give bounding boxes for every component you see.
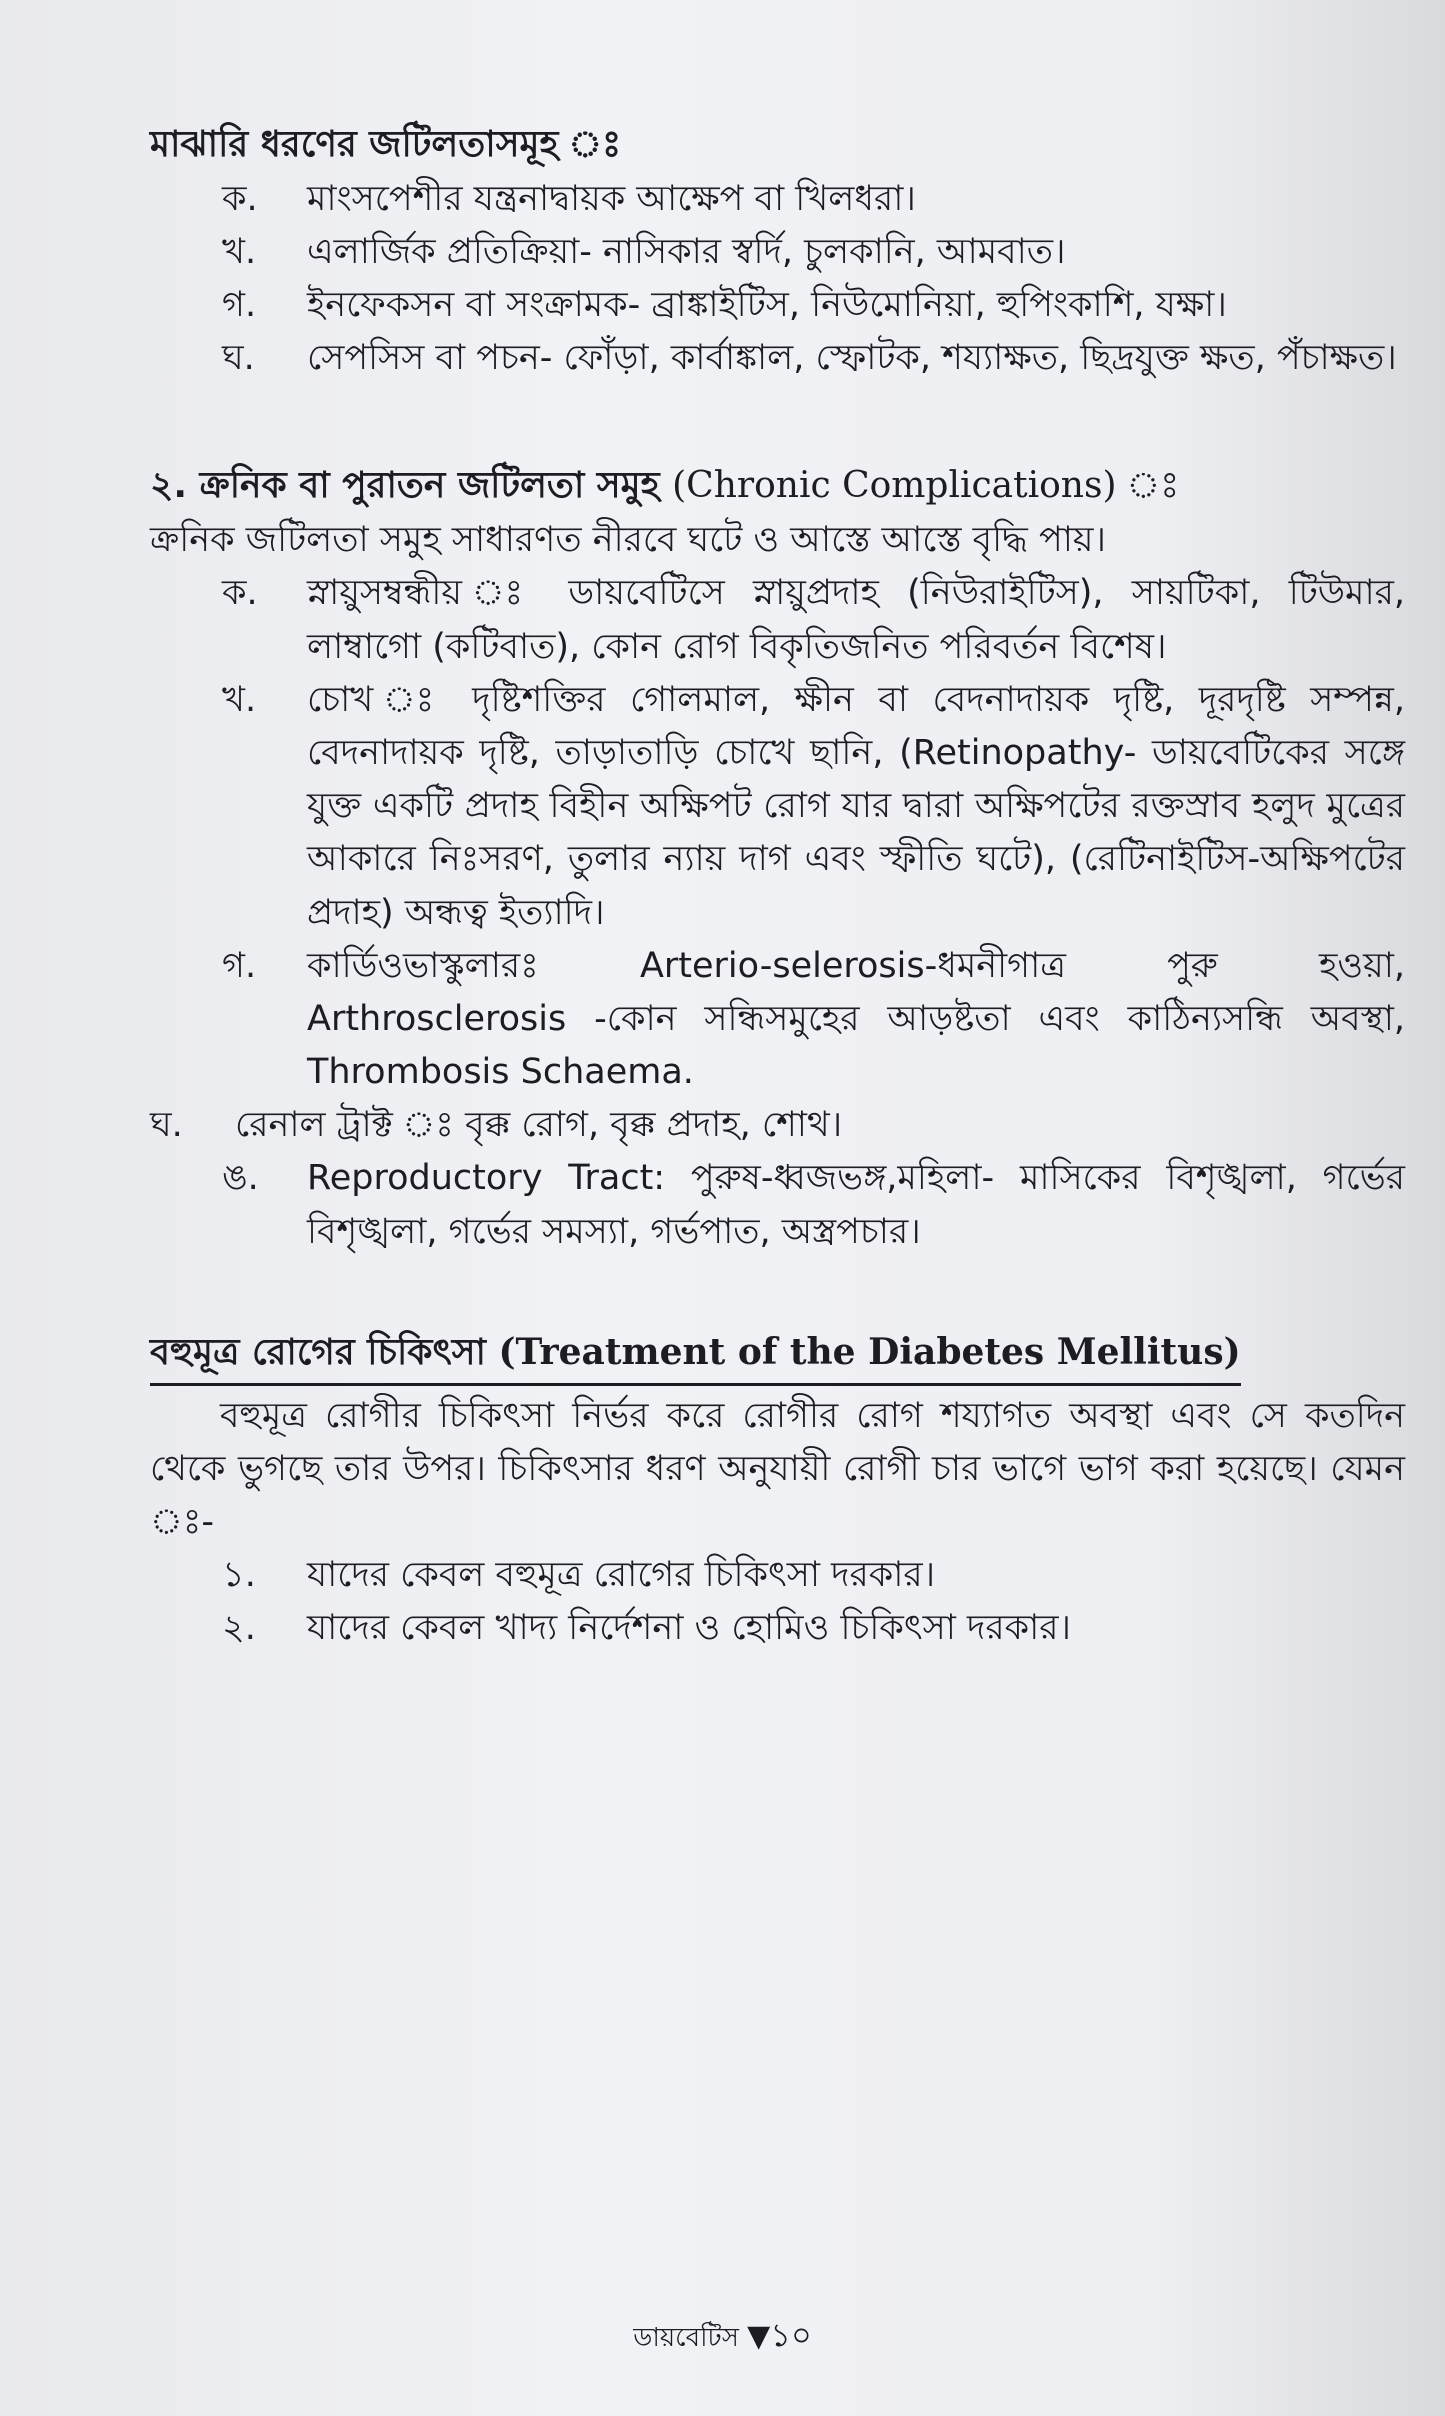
list-item bbox=[150, 940, 1405, 1100]
spacer bbox=[150, 1259, 1405, 1325]
list-marker: খ. bbox=[222, 231, 257, 272]
list-marker: ঘ. bbox=[222, 338, 255, 379]
list-marker: ক. bbox=[222, 573, 258, 614]
list-marker: গ. bbox=[222, 285, 257, 326]
list-item bbox=[150, 1602, 1405, 1655]
list-item bbox=[150, 1099, 1405, 1152]
chronic-heading-bn: ২. ক্রনিক বা পুরাতন জটিলতা সমুহ bbox=[150, 465, 660, 507]
list-text: স্নায়ুসম্বন্ধীয় ঃ ডায়বেটিসে স্নায়ুপ্রদাহ (নিউরাইটিস), সায়টিকা, টিউমার, লাম্বাগো (কটিবাত), কোন রোগ বিকৃতিজনিত পরিবর্তন বিশেষ। bbox=[307, 573, 1405, 667]
list-item bbox=[150, 279, 1405, 332]
list-marker: ১. bbox=[222, 1555, 256, 1596]
list-text: ইনফেকসন বা সংক্রামক- ব্রাঙ্কাইটিস, নিউমোনিয়া, হুপিংকাশি, যক্ষা। bbox=[307, 285, 1227, 326]
list-item bbox=[150, 1549, 1405, 1602]
list-marker: ক. bbox=[222, 178, 258, 219]
treatment-paragraph: বহুমূত্র রোগীর চিকিৎসা নির্ভর করে রোগীর রোগ শয্যাগত অবস্থা এবং সে কতদিন থেকে ভুগছে তার উপর। চিকিৎসার ধরণ অনুযায়ী রোগী চার ভাগে ভাগ করা হয়েছে। যেমন ঃ- bbox=[150, 1395, 1405, 1542]
moderate-heading: মাঝারি ধরণের জটিলতাসমূহ ঃ bbox=[150, 124, 622, 165]
list-item bbox=[150, 332, 1405, 385]
content-block bbox=[150, 118, 1405, 1655]
treatment-heading bbox=[150, 1325, 1241, 1386]
list-item bbox=[150, 173, 1405, 226]
list-text: মাংসপেশীর যন্ত্রনাদ্বায়ক আক্ষেপ বা খিলধরা। bbox=[307, 178, 916, 219]
list-text: রেনাল ট্রাক্ট ঃ বৃক্ক রোগ, বৃক্ক প্রদাহ, শোথ। bbox=[235, 1105, 843, 1146]
list-text: Reproductory Tract: পুরুষ-ধ্বজভঙ্গ,মহিলা- মাসিকের বিশৃঙ্খলা, গর্ভের বিশৃঙ্খলা, গর্ভের সমস্যা, গর্ভপাত, অস্ত্রপচার। bbox=[307, 1158, 1405, 1252]
list-text: যাদের কেবল বহুমূত্র রোগের চিকিৎসা দরকার। bbox=[307, 1555, 936, 1596]
list-item bbox=[150, 226, 1405, 279]
spacer bbox=[150, 385, 1405, 459]
chronic-heading-en: (Chronic Complications) ঃ bbox=[672, 465, 1180, 507]
list-marker: ঙ. bbox=[222, 1158, 259, 1199]
chronic-heading bbox=[150, 459, 1405, 514]
list-text: যাদের কেবল খাদ্য নির্দেশনা ও হোমিও চিকিৎসা দরকার। bbox=[307, 1608, 1072, 1649]
list-item bbox=[150, 1152, 1405, 1258]
list-marker: ঘ. bbox=[150, 1105, 183, 1146]
chronic-list bbox=[150, 567, 1405, 1258]
list-item bbox=[150, 674, 1405, 940]
moderate-list bbox=[150, 173, 1405, 386]
treatment-list bbox=[150, 1549, 1405, 1655]
list-marker: গ. bbox=[222, 945, 257, 986]
list-text: চোখ ঃ দৃষ্টিশক্তির গোলমাল, ক্ষীন বা বেদনাদায়ক দৃষ্টি, দূরদৃষ্টি সম্পন্ন, বেদনাদায়ক দৃষ্টি, তাড়াতাড়ি চোখে ছানি, (Retinopathy- ডায়বেটিকের সঙ্গে যুক্ত একটি প্রদাহ বিহীন অক্ষিপট রোগ যার দ্বারা অক্ষিপটের রক্তস্রাব হলুদ মুত্রের আকারে নিঃসরণ, তুলার ন্যায় দাগ এবং স্ফীতি ঘটে), (রেটিনাইটিস-অক্ষিপটের প্রদাহ) অন্ধত্ব ইত্যাদি। bbox=[307, 679, 1405, 933]
list-item bbox=[150, 567, 1405, 673]
page-footer bbox=[0, 2310, 1445, 2364]
down-triangle-icon: ▼ bbox=[747, 2319, 771, 2354]
chronic-intro: ক্রনিক জটিলতা সমুহ সাধারণত নীরবে ঘটে ও আস্তে আস্তে বৃদ্ধি পায়। bbox=[150, 520, 1106, 561]
list-text: সেপসিস বা পচন- ফোঁড়া, কার্বাঙ্কাল, স্ফোটক, শয্যাক্ষত, ছিদ্রযুক্ত ক্ষত, পঁচাক্ষত। bbox=[307, 338, 1397, 379]
footer-label: ডায়বেটিস bbox=[633, 2323, 739, 2353]
page-number: ১০ bbox=[770, 2316, 812, 2354]
list-text: কার্ডিওভাস্কুলারঃ Arterio-selerosis-ধমনীগাত্র পুরু হওয়া, Arthrosclerosis -কোন সন্ধিসমুহের আড়ষ্টতা এবং কাঠিন্যসন্ধি অবস্থা, Thrombosis Schaema. bbox=[307, 945, 1405, 1093]
treatment-heading-bn: বহুমূত্র রোগের চিকিৎসা bbox=[150, 1331, 486, 1373]
treatment-heading-en: (Treatment of the Diabetes Mellitus) bbox=[498, 1330, 1241, 1373]
list-marker: ২. bbox=[222, 1608, 256, 1649]
list-text: এলার্জিক প্রতিক্রিয়া- নাসিকার স্বর্দি, চুলকানি, আমবাত। bbox=[307, 231, 1066, 272]
list-marker: খ. bbox=[222, 679, 257, 720]
